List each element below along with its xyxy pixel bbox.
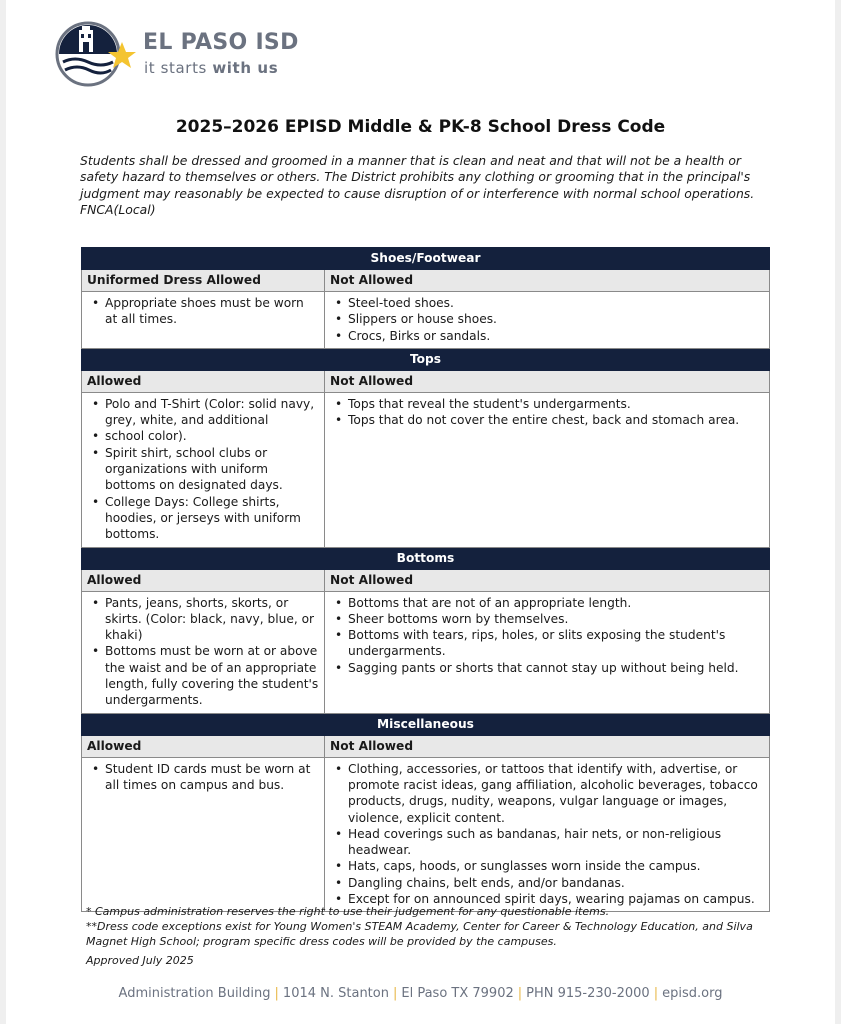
allowed-column-label: Allowed	[82, 569, 325, 591]
section-heading: Miscellaneous	[82, 713, 770, 735]
footer-separator: |	[653, 986, 659, 1001]
intro-paragraph: Students shall be dressed and groomed in a manner that is clean and neat and that will not be a health or safety hazard to themselves or others. The District prohibits any clothing or grooming that in the principal's judgment may reasonably be expected to cause disruption of or interference with normal school operations. FNCA(Local)	[80, 153, 755, 217]
footnote-admin: * Campus administration reserves the right to use their judgement for any questionable items.	[86, 905, 610, 918]
not-allowed-cell	[325, 292, 770, 349]
section-header-bottoms	[82, 547, 770, 569]
section-heading: Shoes/Footwear	[82, 248, 770, 270]
not-allowed-column-label: Not Allowed	[325, 270, 770, 292]
section-header-shoes	[82, 248, 770, 270]
allowed-list	[87, 396, 319, 543]
list-item: • Clothing, accessories, or tattoos that identify with, advertise, or promote racist ideas, gang affiliation, alcoholic beverages, tobacco products, drugs, nudity, weapons, vulgar language or images, violence, explicit content.	[330, 761, 764, 826]
footnotes	[86, 904, 766, 949]
org-name: EL PASO ISD	[143, 30, 299, 55]
footnote-exceptions: **Dress code exceptions exist for Young Women's STEAM Academy, Center for Career & Technology Education, and Silva Magnet High School; program specific dress codes will be provided by the campuses.	[86, 920, 753, 948]
tagline-light: it starts	[144, 59, 207, 77]
episd-emblem-icon	[55, 20, 137, 90]
section-header-miscellaneous	[82, 713, 770, 735]
not-allowed-list	[330, 295, 764, 344]
dress-code-table	[81, 247, 770, 912]
section-body-shoes	[82, 292, 770, 349]
approval-date: Approved July 2025	[86, 954, 194, 967]
section-header-tops	[82, 348, 770, 370]
footer-separator: |	[274, 986, 279, 1001]
list-item: • school color).	[87, 428, 319, 444]
not-allowed-column-label: Not Allowed	[325, 370, 770, 392]
footer-street: 1014 N. Stanton	[282, 986, 389, 1001]
list-item: • Head coverings such as bandanas, hair nets, or non-religious headwear.	[330, 826, 764, 859]
not-allowed-list	[330, 396, 764, 429]
section-body-bottoms	[82, 591, 770, 713]
not-allowed-cell	[325, 591, 770, 713]
list-item: • Appropriate shoes must be worn at all times.	[87, 295, 319, 328]
allowed-list	[87, 761, 319, 794]
column-header-row	[82, 370, 770, 392]
list-item: • Except for on announced spirit days, wearing pajamas on campus.	[330, 891, 764, 907]
page-edge-right	[835, 0, 841, 1024]
section-heading: Bottoms	[82, 547, 770, 569]
list-item: • Bottoms that are not of an appropriate length.	[330, 595, 764, 611]
list-item: • Sagging pants or shorts that cannot stay up without being held.	[330, 660, 764, 676]
document-title: 2025–2026 EPISD Middle & PK-8 School Dress Code	[175, 117, 666, 137]
list-item: • College Days: College shirts, hoodies, or jerseys with uniform bottoms.	[87, 494, 319, 543]
footer-separator: |	[517, 986, 523, 1001]
allowed-list	[87, 295, 319, 328]
allowed-list	[87, 595, 319, 709]
list-item: • Bottoms must be worn at or above the waist and be of an appropriate length, fully covering the student's undergarments.	[87, 643, 319, 708]
not-allowed-column-label: Not Allowed	[325, 569, 770, 591]
not-allowed-column-label: Not Allowed	[325, 735, 770, 757]
episd-logo[interactable]	[55, 20, 325, 90]
page-footer	[0, 986, 841, 1001]
list-item: • Tops that do not cover the entire chest, back and stomach area.	[330, 412, 764, 428]
allowed-cell	[82, 757, 325, 912]
footer-building: Administration Building	[118, 986, 271, 1001]
allowed-cell	[82, 292, 325, 349]
section-body-miscellaneous	[82, 757, 770, 912]
footer-website-link[interactable]: episd.org	[662, 986, 723, 1001]
page-edge-left	[0, 0, 6, 1024]
allowed-column-label: Allowed	[82, 735, 325, 757]
not-allowed-list	[330, 595, 764, 676]
section-body-tops	[82, 392, 770, 547]
list-item: • Slippers or house shoes.	[330, 311, 764, 327]
allowed-cell	[82, 392, 325, 547]
column-header-row	[82, 270, 770, 292]
not-allowed-cell	[325, 757, 770, 912]
org-tagline	[144, 59, 278, 77]
list-item: • Dangling chains, belt ends, and/or bandanas.	[330, 875, 764, 891]
list-item: • Crocs, Birks or sandals.	[330, 328, 764, 344]
list-item: • Sheer bottoms worn by themselves.	[330, 611, 764, 627]
list-item: • Polo and T-Shirt (Color: solid navy, grey, white, and additional	[87, 396, 319, 429]
footer-city: El Paso TX 79902	[401, 986, 514, 1001]
list-item: • Student ID cards must be worn at all times on campus and bus.	[87, 761, 319, 794]
allowed-column-label: Uniformed Dress Allowed	[82, 270, 325, 292]
not-allowed-list	[330, 761, 764, 908]
footer-phone: PHN 915-230-2000	[526, 986, 650, 1001]
list-item: • Pants, jeans, shorts, skorts, or skirts. (Color: black, navy, blue, or khaki)	[87, 595, 319, 644]
list-item: • Hats, caps, hoods, or sunglasses worn inside the campus.	[330, 858, 764, 874]
allowed-cell	[82, 591, 325, 713]
not-allowed-cell	[325, 392, 770, 547]
footer-separator: |	[392, 986, 398, 1001]
list-item: • Bottoms with tears, rips, holes, or slits exposing the student's undergarments.	[330, 627, 764, 660]
allowed-column-label: Allowed	[82, 370, 325, 392]
tagline-bold: with us	[212, 59, 279, 77]
column-header-row	[82, 735, 770, 757]
list-item: • Steel-toed shoes.	[330, 295, 764, 311]
list-item: • Tops that reveal the student's undergarments.	[330, 396, 764, 412]
list-item: • Spirit shirt, school clubs or organizations with uniform bottoms on designated days.	[87, 445, 319, 494]
column-header-row	[82, 569, 770, 591]
section-heading: Tops	[82, 348, 770, 370]
